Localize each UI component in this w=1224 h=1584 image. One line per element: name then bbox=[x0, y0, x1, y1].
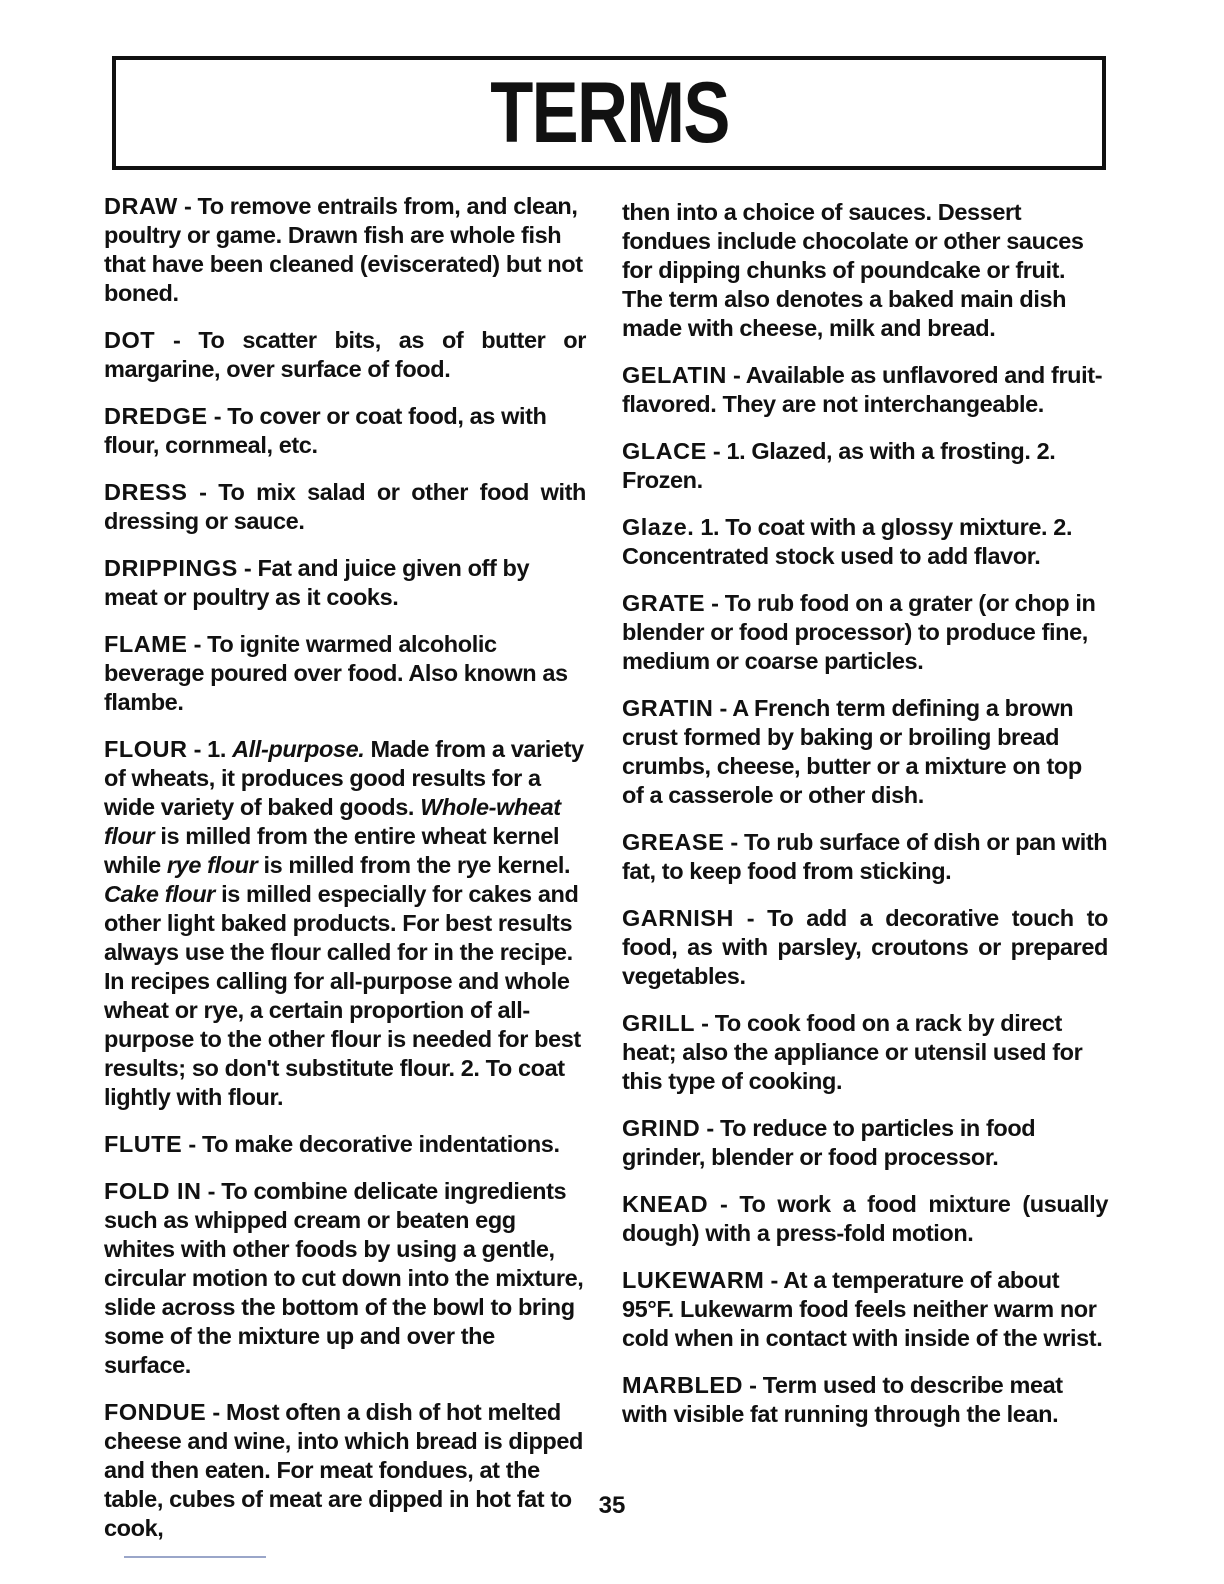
entry-drippings bbox=[104, 554, 586, 612]
definition-gratin: A French term defining a brown crust formed by baking or broiling bread crumbs, cheese, butter or a mixture on top of a casserole or other dish. bbox=[622, 695, 1082, 808]
term-grill: GRILL bbox=[622, 1010, 695, 1036]
entry-gratin bbox=[622, 694, 1108, 810]
definition-flour-part: 1. bbox=[207, 736, 226, 762]
term-flame: FLAME bbox=[104, 631, 188, 657]
definition-flour-part: is milled from the rye kernel. bbox=[263, 852, 571, 878]
definition-marbled: Term used to describe meat with visible fat running through the lean. bbox=[622, 1372, 1063, 1427]
entry-flame bbox=[104, 630, 586, 717]
definition-flour-part: is milled especially for cakes and other light baked products. For best results always use the flour called for in the recipe. In recipes calling for all-purpose and whole wheat or rye, a certain proportion of all-purpose to the other flour is needed for best results; so don't substitute flour. 2. To coat lightly with flour. bbox=[104, 881, 581, 1110]
separator: - bbox=[730, 829, 738, 855]
separator: - bbox=[188, 1131, 196, 1157]
term-flute: FLUTE bbox=[104, 1131, 183, 1157]
entry-knead bbox=[622, 1190, 1108, 1248]
separator: - bbox=[207, 1178, 216, 1204]
term-grind: GRIND bbox=[622, 1115, 701, 1141]
term-glaze: Glaze. bbox=[622, 514, 695, 540]
right-column bbox=[622, 198, 1108, 1447]
separator: - bbox=[701, 1010, 709, 1036]
entry-flute bbox=[104, 1130, 586, 1159]
separator: - bbox=[213, 403, 222, 429]
entry-glace bbox=[622, 437, 1108, 495]
definition-flour-italic: All-purpose. bbox=[232, 736, 365, 762]
separator: - bbox=[183, 193, 192, 219]
entry-gelatin bbox=[622, 361, 1108, 419]
definition-flour-part: is milled from the entire wheat kernel while bbox=[104, 823, 560, 878]
definition-grease: To rub surface of dish or pan with fat, to keep food from sticking. bbox=[622, 829, 1108, 884]
term-gelatin: GELATIN bbox=[622, 362, 727, 388]
separator: - bbox=[712, 438, 721, 464]
entry-fold-in bbox=[104, 1177, 586, 1380]
entry-grind bbox=[622, 1114, 1108, 1172]
definition-gelatin: Available as unflavored and fruit-flavored. They are not interchangeable. bbox=[622, 362, 1103, 417]
term-grate: GRATE bbox=[622, 590, 706, 616]
term-dot: DOT bbox=[104, 327, 156, 353]
entry-grill bbox=[622, 1009, 1108, 1096]
definition-draw: To remove entrails from, and clean, poultry or game. Drawn fish are whole fish that have been cleaned (eviscerated) but not boned. bbox=[104, 193, 583, 306]
definition-dot: To scatter bits, as of butter or margarine, over surface of food. bbox=[104, 327, 586, 382]
page-number: 35 bbox=[598, 1492, 626, 1519]
entry-marbled bbox=[622, 1371, 1108, 1429]
definition-grate: To rub food on a grater (or chop in blender or food processor) to produce fine, medium or coarse particles. bbox=[622, 590, 1096, 674]
definition-grind: To reduce to particles in food grinder, blender or food processor. bbox=[622, 1115, 1036, 1170]
definition-glace: 1. Glazed, as with a frosting. 2. Frozen. bbox=[622, 438, 1056, 493]
definition-lukewarm: At a temperature of about 95°F. Lukewarm food feels neither warm nor cold when in contact with inside of the wrist. bbox=[622, 1267, 1103, 1351]
term-flour: FLOUR bbox=[104, 736, 188, 762]
definition-drippings: Fat and juice given off by meat or poultry as it cooks. bbox=[104, 555, 530, 610]
definition-fondue-continued: then into a choice of sauces. Dessert fondues include chocolate or other sauces for dipping chunks of poundcake or fruit. The term also denotes a baked main dish made with cheese, milk and bread. bbox=[622, 199, 1084, 341]
term-fondue: FONDUE bbox=[104, 1399, 207, 1425]
entry-dot bbox=[104, 326, 586, 384]
term-marbled: MARBLED bbox=[622, 1372, 743, 1398]
term-gratin: GRATIN bbox=[622, 695, 714, 721]
entry-dress bbox=[104, 478, 586, 536]
separator: - bbox=[711, 590, 719, 616]
separator: - bbox=[770, 1267, 778, 1293]
separator: - bbox=[243, 555, 252, 581]
definition-dress: To mix salad or other food with dressing or sauce. bbox=[104, 479, 586, 534]
term-grease: GREASE bbox=[622, 829, 725, 855]
term-dress: DRESS bbox=[104, 479, 188, 505]
separator: - bbox=[719, 1191, 728, 1217]
term-dredge: DREDGE bbox=[104, 403, 208, 429]
entry-fondue-continued bbox=[622, 198, 1108, 343]
term-lukewarm: LUKEWARM bbox=[622, 1267, 765, 1293]
separator: - bbox=[193, 736, 202, 762]
definition-knead: To work a food mixture (usually dough) with a press-fold motion. bbox=[622, 1191, 1108, 1246]
separator: - bbox=[193, 631, 202, 657]
entry-flour bbox=[104, 735, 586, 1112]
separator: - bbox=[173, 327, 181, 353]
term-knead: KNEAD bbox=[622, 1191, 709, 1217]
entry-dredge bbox=[104, 402, 586, 460]
entry-draw bbox=[104, 192, 586, 308]
separator: - bbox=[212, 1399, 220, 1425]
definition-glaze: 1. To coat with a glossy mixture. 2. Concentrated stock used to add flavor. bbox=[622, 514, 1073, 569]
title-box bbox=[112, 56, 1106, 170]
term-fold-in: FOLD IN bbox=[104, 1178, 202, 1204]
entry-grease bbox=[622, 828, 1108, 886]
term-glace: GLACE bbox=[622, 438, 707, 464]
definition-grill: To cook food on a rack by direct heat; also the appliance or utensil used for this type of cooking. bbox=[622, 1010, 1083, 1094]
separator: - bbox=[749, 1372, 757, 1398]
entry-fondue bbox=[104, 1398, 586, 1543]
separator: - bbox=[733, 362, 741, 388]
bottom-rule bbox=[124, 1556, 266, 1558]
entry-lukewarm bbox=[622, 1266, 1108, 1353]
definition-flour-italic: Whole-wheat flour bbox=[104, 794, 561, 849]
separator: - bbox=[719, 695, 727, 721]
definition-flame: To ignite warmed alcoholic beverage poured over food. Also known as flambe. bbox=[104, 631, 568, 715]
separator: - bbox=[746, 905, 755, 931]
definition-flour-part: Made from a variety of wheats, it produces good results for a wide variety of baked goods. bbox=[104, 736, 584, 820]
separator: - bbox=[199, 479, 207, 505]
entry-glaze bbox=[622, 513, 1108, 571]
entry-grate bbox=[622, 589, 1108, 676]
definition-flour-italic: rye flour bbox=[166, 852, 258, 878]
term-garnish: GARNISH bbox=[622, 905, 734, 931]
separator: - bbox=[706, 1115, 714, 1141]
definition-fondue: Most often a dish of hot melted cheese and wine, into which bread is dipped and then eaten. For meat fondues, at the table, cubes of meat are dipped in hot fat to cook, bbox=[104, 1399, 584, 1541]
left-column bbox=[104, 192, 586, 1561]
term-draw: DRAW bbox=[104, 193, 178, 219]
definition-garnish: To add a decorative touch to food, as with parsley, croutons or prepared vegetables. bbox=[622, 905, 1108, 989]
definition-flute: To make decorative indentations. bbox=[201, 1131, 560, 1157]
entry-garnish bbox=[622, 904, 1108, 991]
definition-fold-in: To combine delicate ingredients such as whipped cream or beaten egg whites with other foods by using a gentle, circular motion to cut down into the mixture, slide across the bottom of the bowl to bring some of the mixture up and over the surface. bbox=[104, 1178, 584, 1378]
page-title: TERMS bbox=[489, 65, 729, 161]
definition-dredge: To cover or coat food, as with flour, cornmeal, etc. bbox=[104, 403, 547, 458]
term-drippings: DRIPPINGS bbox=[104, 555, 238, 581]
definition-flour-italic: Cake flour bbox=[104, 881, 215, 907]
